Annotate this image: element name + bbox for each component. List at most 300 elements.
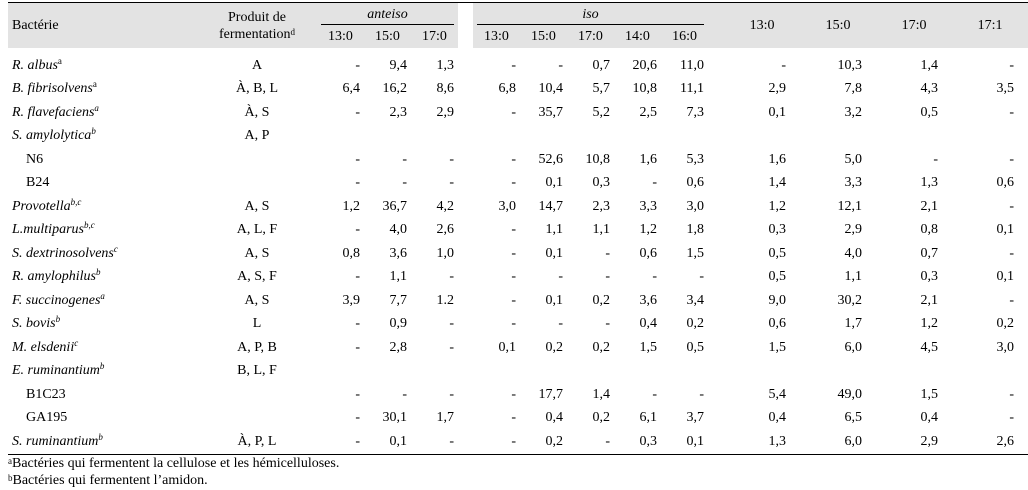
table-row: [8, 48, 1028, 78]
iso-value: -: [511, 222, 516, 238]
anteiso-value: 9,4: [389, 57, 407, 73]
table-row: [8, 219, 1028, 243]
bacteria-name-cell: [8, 407, 197, 431]
straight-chain-value: [724, 125, 800, 149]
fatty-acid-table-container: [8, 2, 1015, 489]
straight-chain-value: 0,1: [996, 222, 1015, 238]
bacteria-name-cell: [8, 242, 197, 266]
table-row: [8, 242, 1028, 266]
bacteria-name: B24: [26, 175, 50, 191]
bacteria-footnote-marker: b: [99, 361, 105, 372]
straight-chain-value: 6,0: [844, 339, 863, 355]
column-gap: [458, 360, 473, 384]
straight-chain-value: -: [781, 57, 787, 73]
table-header: [8, 3, 1028, 49]
anteiso-value: 0,8: [342, 245, 360, 261]
straight-chain-value: 0,5: [768, 269, 787, 285]
straight-chain-value: [952, 125, 1028, 149]
table-row: [8, 101, 1028, 125]
iso-value: -: [652, 175, 657, 191]
iso-value: -: [699, 386, 705, 402]
straight-chain-value: 1,3: [724, 430, 800, 454]
iso-value: [520, 360, 567, 384]
straight-chain-value: 2,1: [920, 198, 939, 214]
straight-chain-value: 1,7: [844, 316, 863, 332]
header-straight-col: 17:1: [952, 3, 1028, 49]
bacteria-name-cell: [8, 148, 197, 172]
straight-chain-value: 2,9: [768, 81, 787, 97]
column-gap: [458, 289, 473, 313]
footnotes: [8, 455, 978, 489]
bacteria-name: S. bovis: [12, 316, 56, 332]
iso-value: 5,7: [592, 81, 610, 97]
iso-value: 10,8: [585, 151, 610, 167]
header-straight-col: 15:0: [800, 3, 876, 49]
iso-value: -: [605, 269, 610, 285]
straight-chain-value: -: [933, 151, 939, 167]
anteiso-value: -: [449, 386, 454, 402]
anteiso-value: -: [449, 151, 454, 167]
header-group-iso-rule: [477, 24, 704, 25]
header-iso-col: 15:0: [520, 26, 567, 48]
column-gap: [458, 195, 473, 219]
iso-value: -: [605, 316, 610, 332]
iso-value: 0,4: [639, 316, 657, 332]
straight-chain-value: 0,5: [920, 104, 939, 120]
fermentation-product: A, S, F: [237, 269, 277, 285]
column-gap: [708, 242, 724, 266]
table-row: [8, 336, 1028, 360]
iso-value: 0,2: [592, 339, 610, 355]
iso-value: 0,6: [686, 175, 705, 191]
anteiso-value: 4,0: [389, 222, 407, 238]
iso-value: -: [511, 316, 516, 332]
bacteria-name: B1C23: [26, 386, 66, 402]
iso-value: 2,3: [592, 198, 610, 214]
column-gap: [458, 383, 473, 407]
fermentation-product: [197, 148, 317, 172]
anteiso-value: -: [355, 175, 360, 191]
column-gap: [708, 407, 724, 431]
iso-value: 3,6: [639, 292, 657, 308]
bacteria-name-cell: [8, 336, 197, 360]
bacteria-name-cell: [8, 266, 197, 290]
straight-chain-value: 49,0: [837, 386, 863, 402]
fermentation-product: À, B, L: [236, 81, 278, 97]
anteiso-value: -: [355, 57, 360, 73]
anteiso-value: -: [355, 410, 360, 426]
iso-value: -: [699, 269, 705, 285]
iso-value: [473, 125, 520, 149]
bacteria-footnote-marker: a: [94, 102, 99, 113]
anteiso-value: -: [355, 222, 360, 238]
iso-value: 0,2: [545, 339, 563, 355]
column-gap: [708, 266, 724, 290]
bacteria-name: F. succinogenes: [12, 292, 101, 308]
header-group-anteiso: [317, 3, 458, 27]
column-gap: [708, 48, 724, 78]
fermentation-product: A, S: [244, 198, 270, 214]
straight-chain-value: 12,1: [837, 198, 863, 214]
fatty-acid-table: [8, 2, 1028, 455]
fermentation-product: A, P, B: [237, 339, 277, 355]
header-gap-1b: [458, 26, 473, 48]
iso-value: -: [511, 269, 516, 285]
iso-value: 11,0: [680, 57, 705, 73]
bacteria-name-cell: [8, 289, 197, 313]
bacteria-name: R. amylophilus: [12, 269, 96, 285]
table-row: [8, 360, 1028, 384]
iso-value: 0,2: [686, 316, 705, 332]
bacteria-name: Provotella: [12, 198, 71, 214]
header-group-anteiso-rule: [321, 24, 454, 25]
column-gap: [708, 125, 724, 149]
fermentation-product: A, S: [244, 245, 270, 261]
iso-value: 17,7: [538, 386, 563, 402]
straight-chain-value: [876, 125, 952, 149]
straight-chain-value: 3,5: [996, 81, 1015, 97]
fermentation-product: A, S: [244, 292, 270, 308]
straight-chain-value: 1,5: [768, 339, 787, 355]
bacteria-footnote-marker: a: [92, 79, 97, 90]
bacteria-name-cell: [8, 313, 197, 337]
iso-value: 5,2: [592, 104, 610, 120]
footnote-text: Bactéries qui fermentent l’amidon.: [12, 472, 208, 488]
iso-value: 10,4: [538, 81, 563, 97]
anteiso-value: -: [355, 339, 360, 355]
bacteria-name: R. albus: [12, 57, 58, 73]
column-gap: [458, 242, 473, 266]
iso-value: 0,1: [545, 292, 563, 308]
header-iso-col: 14:0: [614, 26, 661, 48]
iso-value: 20,6: [632, 57, 657, 73]
header-iso-col: 17:0: [567, 26, 614, 48]
iso-value: 3,7: [686, 410, 705, 426]
iso-value: -: [558, 316, 563, 332]
header-anteiso-col: 13:0: [317, 26, 364, 48]
header-produit-sup: d: [290, 26, 296, 37]
fermentation-product: À, S: [244, 104, 270, 120]
straight-chain-value: 5,0: [844, 151, 863, 167]
iso-value: -: [511, 386, 516, 402]
footnote: [8, 455, 978, 472]
iso-value: [520, 125, 567, 149]
anteiso-value: -: [355, 151, 360, 167]
anteiso-value: 0,9: [389, 316, 407, 332]
straight-chain-value: [724, 360, 800, 384]
iso-value: -: [511, 57, 516, 73]
iso-value: 1,5: [686, 245, 705, 261]
straight-chain-value: 6,0: [800, 430, 876, 454]
iso-value: 6,8: [498, 81, 516, 97]
column-gap: [708, 430, 724, 454]
bacteria-name-cell: [8, 172, 197, 196]
header-straight-col: 13:0: [724, 3, 800, 49]
anteiso-value: [317, 360, 364, 384]
header-group-iso: [473, 3, 708, 27]
iso-value: -: [652, 386, 657, 402]
iso-value: 3,4: [686, 292, 705, 308]
bacteria-name-cell: [8, 383, 197, 407]
straight-chain-value: 0,1: [768, 104, 787, 120]
bacteria-name-cell: [8, 360, 197, 384]
table-body: [8, 48, 1028, 454]
fermentation-product: [197, 172, 317, 196]
iso-value: 1,1: [592, 222, 610, 238]
fermentation-product: [197, 383, 317, 407]
iso-value: 5,3: [686, 151, 705, 167]
bacteria-name-cell: [8, 48, 197, 78]
bacteria-name: S. dextrinosolvens: [12, 245, 114, 261]
iso-value: 1,8: [686, 222, 705, 238]
anteiso-value: -: [449, 339, 454, 355]
header-anteiso-col: 15:0: [364, 26, 411, 48]
fermentation-product: A, P: [244, 128, 270, 144]
straight-chain-value: -: [1009, 245, 1015, 261]
column-gap: [708, 289, 724, 313]
column-gap: [458, 78, 473, 102]
straight-chain-value: 0,3: [768, 222, 787, 238]
bacteria-name: N6: [26, 151, 44, 167]
anteiso-value: 36,7: [382, 198, 407, 214]
column-gap: [708, 313, 724, 337]
iso-value: [661, 125, 708, 149]
straight-chain-value: 0,6: [996, 175, 1015, 191]
iso-value: 1,6: [639, 151, 657, 167]
straight-chain-value: 3,3: [844, 175, 863, 191]
bacteria-name-cell: [8, 195, 197, 219]
straight-chain-value: 0,7: [920, 245, 939, 261]
column-gap: [458, 336, 473, 360]
column-gap: [458, 266, 473, 290]
anteiso-value: 2,9: [436, 104, 454, 120]
iso-value: -: [567, 430, 614, 454]
iso-value: [614, 360, 661, 384]
anteiso-value: -: [355, 316, 360, 332]
bacteria-name-cell: [8, 78, 197, 102]
header-gap-2: [708, 3, 724, 49]
bacteria-footnote-marker: c: [113, 243, 118, 254]
straight-chain-value: 1,1: [844, 269, 863, 285]
iso-value: -: [511, 245, 516, 261]
iso-value: 3,3: [639, 198, 657, 214]
table-row: [8, 148, 1028, 172]
straight-chain-value: 0,5: [768, 245, 787, 261]
iso-value: 3,0: [686, 198, 705, 214]
table-row: [8, 313, 1028, 337]
bacteria-footnote-marker: c: [74, 337, 79, 348]
fermentation-product: À, P, L: [197, 430, 317, 454]
fermentation-product: B, L, F: [237, 363, 277, 379]
anteiso-value: -: [355, 386, 360, 402]
column-gap: [708, 78, 724, 102]
column-gap: [708, 383, 724, 407]
iso-value: -: [511, 292, 516, 308]
straight-chain-value: 1,4: [768, 175, 787, 191]
straight-chain-value: -: [1009, 151, 1015, 167]
iso-value: 0,4: [545, 410, 563, 426]
iso-value: -: [473, 430, 520, 454]
header-group-anteiso-label: anteiso: [367, 6, 408, 22]
iso-value: 10,8: [632, 81, 657, 97]
iso-value: -: [511, 175, 516, 191]
straight-chain-value: 0,3: [920, 269, 939, 285]
iso-value: [614, 125, 661, 149]
iso-value: 0,2: [520, 430, 567, 454]
anteiso-value: -: [317, 430, 364, 454]
iso-value: 0,2: [592, 410, 610, 426]
straight-chain-value: [952, 360, 1028, 384]
bacteria-name: R. flavefaciens: [12, 104, 95, 120]
iso-value: 14,7: [538, 198, 563, 214]
anteiso-value: [364, 360, 411, 384]
straight-chain-value: [800, 360, 876, 384]
column-gap: [458, 219, 473, 243]
bacteria-footnote-marker: b: [98, 431, 103, 442]
straight-chain-value: 0,1: [996, 269, 1015, 285]
header-straight-col: 17:0: [876, 3, 952, 49]
straight-chain-value: 4,3: [920, 81, 939, 97]
bacteria-name-cell: [8, 430, 197, 454]
anteiso-value: 3,9: [342, 292, 360, 308]
bacteria-name: B. fibrisolvens: [12, 81, 93, 97]
straight-chain-value: 5,4: [768, 386, 787, 402]
straight-chain-value: 3,2: [844, 104, 863, 120]
straight-chain-value: -: [1009, 386, 1015, 402]
column-gap: [708, 101, 724, 125]
straight-chain-value: 2,9: [876, 430, 952, 454]
anteiso-value: -: [449, 316, 454, 332]
iso-value: -: [511, 410, 516, 426]
straight-chain-value: 4,0: [844, 245, 863, 261]
header-produit: [197, 3, 317, 49]
table-row: [8, 289, 1028, 313]
anteiso-value: 8,6: [436, 81, 454, 97]
table-row: [8, 125, 1028, 149]
straight-chain-value: -: [1009, 292, 1015, 308]
bacteria-footnote-marker: b,c: [70, 196, 82, 207]
iso-value: 0,3: [592, 175, 610, 191]
straight-chain-value: 2,6: [952, 430, 1028, 454]
anteiso-value: -: [402, 386, 407, 402]
iso-value: 7,3: [686, 104, 705, 120]
anteiso-value: -: [449, 269, 454, 285]
iso-value: 0,6: [639, 245, 657, 261]
anteiso-value: [411, 125, 458, 149]
anteiso-value: 3,6: [389, 245, 407, 261]
straight-chain-value: -: [1009, 198, 1015, 214]
iso-value: -: [558, 269, 563, 285]
straight-chain-value: 1,2: [768, 198, 787, 214]
iso-value: [661, 360, 708, 384]
table-row: [8, 407, 1028, 431]
anteiso-value: 1.2: [436, 292, 454, 308]
straight-chain-value: 1,3: [920, 175, 939, 191]
column-gap: [458, 125, 473, 149]
straight-chain-value: 4,5: [920, 339, 939, 355]
straight-chain-value: 0,6: [768, 316, 787, 332]
anteiso-value: 16,2: [382, 81, 407, 97]
iso-value: 1,4: [592, 386, 610, 402]
column-gap: [708, 360, 724, 384]
bacteria-footnote-marker: a: [100, 290, 105, 301]
straight-chain-value: 0,2: [996, 316, 1015, 332]
anteiso-value: -: [449, 175, 454, 191]
header-produit-line2: fermentation: [218, 26, 291, 42]
iso-value: 35,7: [538, 104, 563, 120]
header-gap-1: [458, 3, 473, 27]
bacteria-footnote-marker: a: [57, 55, 62, 66]
anteiso-value: -: [402, 175, 407, 191]
fermentation-product: A, L, F: [236, 222, 278, 238]
iso-value: -: [511, 104, 516, 120]
column-gap: [458, 313, 473, 337]
straight-chain-value: [876, 360, 952, 384]
anteiso-value: [364, 125, 411, 149]
anteiso-value: 1,7: [436, 410, 454, 426]
column-gap: [458, 172, 473, 196]
anteiso-value: 4,2: [436, 198, 454, 214]
iso-value: 0,1: [498, 339, 516, 355]
straight-chain-value: 7,8: [844, 81, 863, 97]
anteiso-value: 2,3: [389, 104, 407, 120]
header-produit-line1: Produit de: [228, 9, 286, 25]
header-iso-col: 16:0: [661, 26, 708, 48]
footnote: [8, 472, 978, 489]
bacteria-name: E. ruminantium: [12, 363, 100, 379]
anteiso-value: 6,4: [342, 81, 360, 97]
table-row: [8, 266, 1028, 290]
bacteria-name-cell: [8, 125, 197, 149]
iso-value: 6,1: [639, 410, 657, 426]
straight-chain-value: 1,6: [768, 151, 787, 167]
iso-value: 2,5: [639, 104, 657, 120]
iso-value: [567, 360, 614, 384]
straight-chain-value: 1,2: [920, 316, 939, 332]
anteiso-value: 7,7: [389, 292, 407, 308]
straight-chain-value: 3,0: [996, 339, 1015, 355]
bacteria-name-cell: [8, 219, 197, 243]
iso-value: 0,1: [545, 175, 563, 191]
anteiso-value: 2,6: [436, 222, 454, 238]
column-gap: [458, 48, 473, 78]
iso-value: 0,3: [614, 430, 661, 454]
fermentation-product: L: [252, 316, 262, 332]
straight-chain-value: 0,4: [768, 410, 787, 426]
iso-value: -: [605, 245, 610, 261]
table-row: [8, 172, 1028, 196]
iso-value: 1,5: [639, 339, 657, 355]
iso-value: [473, 360, 520, 384]
table-row: [8, 195, 1028, 219]
iso-value: -: [652, 269, 657, 285]
iso-value: 0,5: [686, 339, 705, 355]
column-gap: [708, 219, 724, 243]
table-row: [8, 78, 1028, 102]
bacteria-name: S. ruminantium: [12, 433, 99, 449]
table-row: [8, 430, 1028, 454]
anteiso-value: -: [355, 269, 360, 285]
bacteria-footnote-marker: b: [91, 126, 96, 137]
anteiso-value: 2,8: [389, 339, 407, 355]
straight-chain-value: -: [1009, 104, 1015, 120]
footnote-text: Bactéries qui fermentent la cellulose et les hémicelluloses.: [12, 455, 340, 471]
header-group-iso-label: iso: [582, 6, 599, 22]
straight-chain-value: 0,4: [920, 410, 939, 426]
bacteria-name: S. amylolytica: [12, 128, 92, 144]
column-gap: [708, 336, 724, 360]
column-gap: [708, 148, 724, 172]
